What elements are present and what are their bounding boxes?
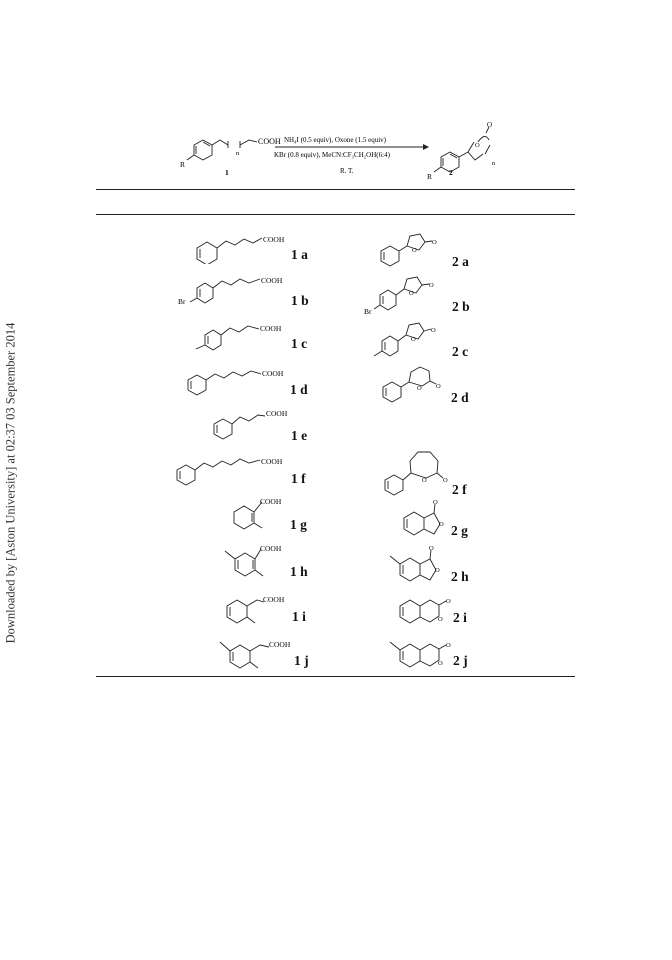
substrate-label: 1 d <box>290 382 308 397</box>
substrate-label: 1 b <box>291 293 309 308</box>
substrate-label: 1 g <box>290 517 307 532</box>
table-header-rule <box>96 214 575 215</box>
product-substituent-r: R <box>427 172 433 181</box>
svg-text:O: O <box>429 545 434 552</box>
reagent-line-1: NH₄I (0.5 equiv), Oxone (1.5 equiv) <box>284 136 386 144</box>
product-structure <box>362 265 462 315</box>
svg-text:COOH: COOH <box>260 544 282 553</box>
svg-text:O: O <box>446 598 451 605</box>
svg-text:O: O <box>433 499 438 506</box>
table-top-rule <box>96 189 575 190</box>
substrate-structure <box>203 405 293 441</box>
substrate-structure <box>172 453 292 487</box>
svg-text:COOH: COOH <box>262 369 284 378</box>
svg-text:O: O <box>422 477 427 484</box>
svg-text:O: O <box>411 336 416 343</box>
svg-text:COOH: COOH <box>269 640 291 649</box>
svg-text:COOH: COOH <box>261 276 283 285</box>
svg-text:O: O <box>409 290 414 297</box>
substrate-structure <box>192 320 292 354</box>
watermark-text: Downloaded by [Aston University] at 02:37 03 September 2014 <box>3 322 18 644</box>
product-label: 2 a <box>452 254 469 269</box>
svg-text:O: O <box>439 521 444 528</box>
substrate-structure <box>183 362 293 396</box>
svg-text:COOH: COOH <box>261 457 283 466</box>
svg-text:COOH: COOH <box>263 235 285 244</box>
svg-text:O: O <box>435 567 440 574</box>
svg-text:Br: Br <box>178 297 186 306</box>
substrate-label: 1 e <box>291 428 308 443</box>
reaction-conditions: R. T. <box>340 167 354 175</box>
substrate-label: 1 j <box>294 653 309 668</box>
svg-text:Br: Br <box>364 307 372 315</box>
svg-text:O: O <box>436 383 441 390</box>
svg-text:COOH: COOH <box>260 324 282 333</box>
scheme-cooh: COOH <box>258 137 281 146</box>
svg-text:O: O <box>446 642 451 649</box>
scheme-index-n: n <box>236 150 240 157</box>
reaction-scheme <box>165 118 505 183</box>
substrate-label: 1 h <box>290 564 308 579</box>
product-label: 2 c <box>452 344 469 359</box>
product-ring-o: O <box>475 142 480 149</box>
svg-text:O: O <box>432 239 437 246</box>
substrate-structure <box>217 588 299 626</box>
product-label: 2 f <box>452 482 467 497</box>
svg-text:O: O <box>429 282 434 289</box>
svg-text:O: O <box>438 616 443 623</box>
svg-text:O: O <box>412 247 417 254</box>
substrate-label: 1 i <box>292 609 306 624</box>
product-label: 2 g <box>451 523 468 538</box>
reagent-line-2: KBr (0.8 equiv), MeCN:CF₃CH₂OH(6:4) <box>274 151 390 159</box>
scheme-substituent-r: R <box>180 160 186 169</box>
product-label: 2 d <box>451 390 469 405</box>
table-bottom-rule <box>96 676 575 677</box>
svg-text:COOH: COOH <box>266 409 288 418</box>
svg-text:COOH: COOH <box>263 595 285 604</box>
svg-text:O: O <box>438 660 443 667</box>
substrate-structure <box>176 273 291 307</box>
product-label: 2 h <box>451 569 469 584</box>
substrate-label: 1 <box>225 168 229 177</box>
substrate-label: 1 c <box>291 336 308 351</box>
substrate-structure <box>226 494 296 530</box>
product-label: 2 b <box>452 299 470 314</box>
svg-text:O: O <box>443 477 448 484</box>
product-index-n: n <box>492 160 496 167</box>
svg-text:O: O <box>431 327 436 334</box>
substrate-structure <box>215 541 297 579</box>
product-label: 2 i <box>453 610 467 625</box>
substrate-label: 1 f <box>291 471 306 486</box>
svg-text:O: O <box>417 385 422 392</box>
substrate-structure <box>205 632 300 672</box>
substrate-structure <box>190 228 295 264</box>
product-carbonyl-o: O <box>487 121 493 129</box>
product-label: 2 <box>449 168 453 177</box>
product-label: 2 j <box>453 653 468 668</box>
substrate-label: 1 a <box>291 247 308 262</box>
product-structure <box>366 314 469 360</box>
svg-text:COOH: COOH <box>260 497 282 506</box>
